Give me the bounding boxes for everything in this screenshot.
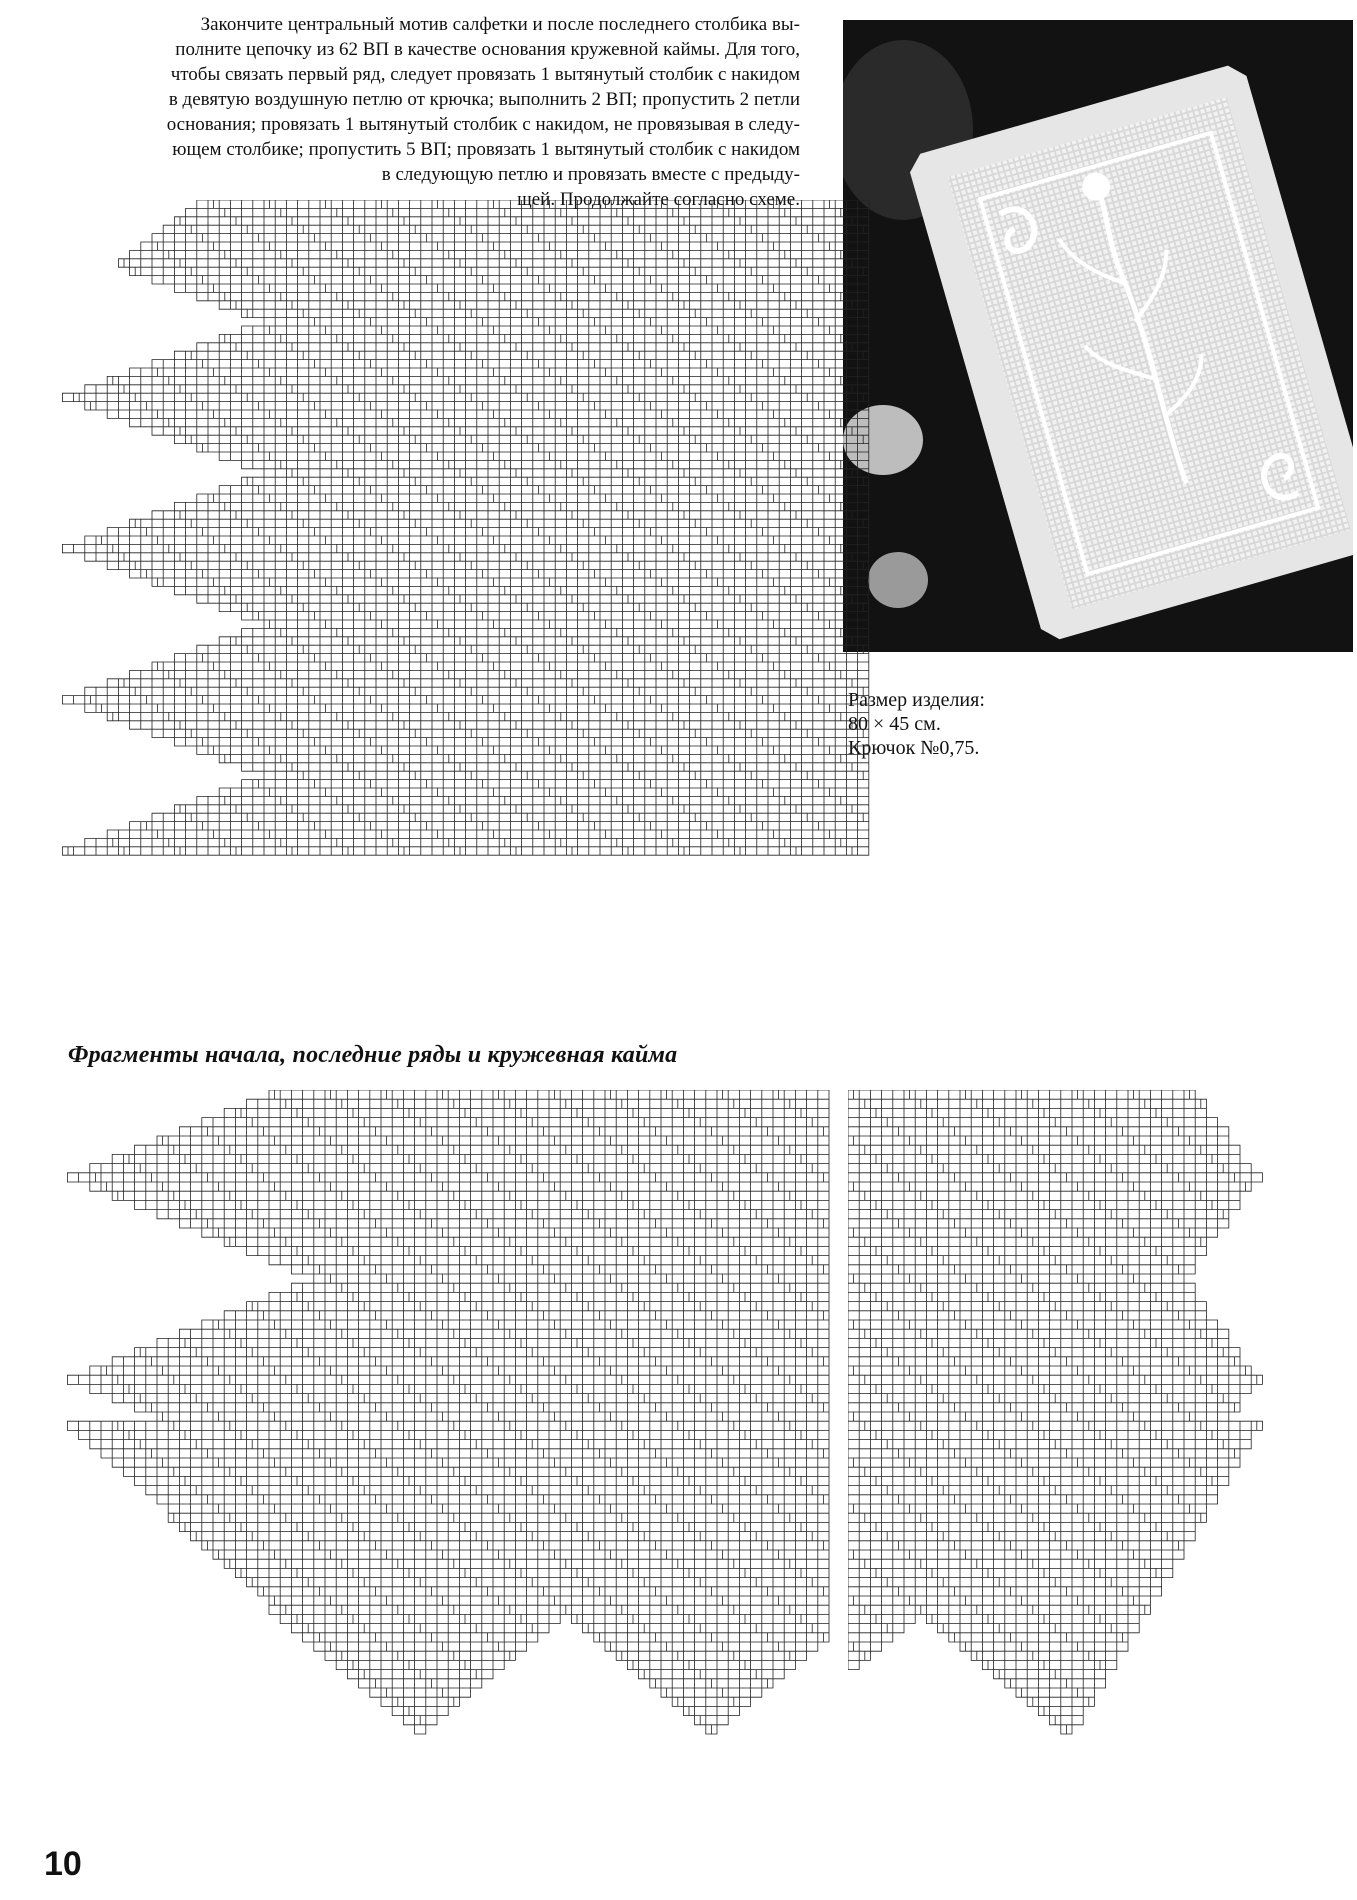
- crochet-chart-top: [40, 200, 870, 1030]
- intro-line: основания; провязать 1 вытянутый столбик с накидом, не провязывая в следу-: [166, 114, 800, 135]
- chart-mesh: [848, 1090, 1262, 1734]
- size-value: 80 × 45 см.: [848, 713, 941, 735]
- crochet-chart-bottom-right: [848, 1090, 1348, 1890]
- section-title: Фрагменты начала, последние ряды и кружевная кайма: [68, 1042, 678, 1068]
- chart-mesh: [62, 200, 868, 855]
- intro-line: в девятую воздушную петлю от крючка; выполнить 2 ВП; пропустить 2 петли: [168, 89, 800, 110]
- size-label: Размер изделия:: [848, 689, 985, 711]
- page-number: 10: [44, 1845, 82, 1883]
- doily-photo-illustration: [843, 20, 1353, 652]
- crochet-chart-bottom-left: [45, 1090, 845, 1890]
- hook-size: Крючок №0,75.: [848, 737, 980, 759]
- doily-photo: [843, 20, 1353, 652]
- intro-line: чтобы связать первый ряд, следует провязать 1 вытянутый столбик с накидом: [170, 64, 800, 85]
- intro-line: Закончите центральный мотив салфетки и после последнего столбика вы-: [200, 14, 800, 35]
- intro-text: [60, 12, 800, 212]
- chart-mesh: [67, 1090, 829, 1734]
- intro-line: щей. Продолжайте согласно схеме.: [517, 189, 800, 210]
- intro-line: в следующую петлю и провязать вместе с предыду-: [381, 164, 800, 185]
- intro-line: полните цепочку из 62 ВП в качестве основания кружевной каймы. Для того,: [175, 39, 800, 60]
- intro-line: ющем столбике; пропустить 5 ВП; провязать 1 вытянутый столбик с накидом: [172, 139, 800, 160]
